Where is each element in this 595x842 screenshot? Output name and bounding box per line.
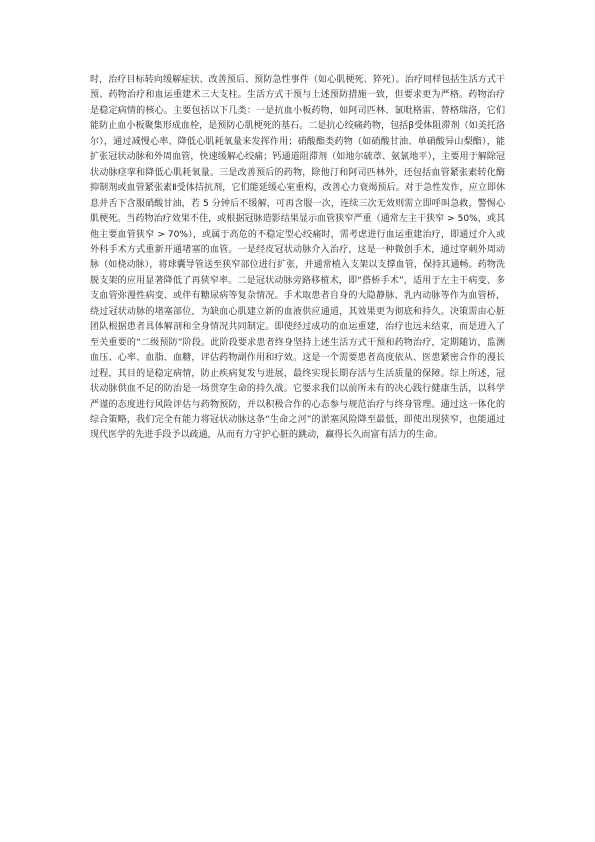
- body-paragraph: 时，治疗目标转向缓解症状、改善预后、预防急性事件（如心肌梗死、猝死）。治疗同样包括生活方式干预、药物治疗和血运重建术三大支柱。生活方式干预与上述预防措施一致，但要求更为严格。药物治疗是稳定病情的核心。主要包括以下几类：一是抗血小板药物，如阿司匹林、氯吡格雷、替格瑞洛，它们能防止血小板聚集形成血栓，是预防心肌梗死的基石。二是抗心绞痛药物，包括β受体阻滞剂（如美托洛尔），通过减慢心率、降低心肌耗氧量来发挥作用；硝酸酯类药物（如硝酸甘油、单硝酸异山梨酯），能扩张冠状动脉和外周血管，快速缓解心绞痛；钙通道阻滞剂（如地尔硫䓬、氨氯地平），主要用于解除冠状动脉痉挛和降低心肌耗氧量。三是改善预后的药物，除他汀和阿司匹林外，还包括血管紧张素转化酶抑制剂或血管紧张素Ⅱ受体拮抗剂，它们能延缓心室重构，改善心力衰竭预后。对于急性发作，应立即休息并舌下含服硝酸甘油，若 5 分钟后不缓解，可再含服一次，连续三次无效则需立即呼叫急救，警惕心肌梗死。当药物治疗效果不佳，或根据冠脉造影结果显示血管狭窄严重（通常左主干狭窄 > 50%，或其他主要血管狭窄 > 70%），或属于高危的不稳定型心绞痛时，需考虑进行血运重建治疗，即通过介入或外科手术方式重新开通堵塞的血管。一是经皮冠状动脉介入治疗，这是一种微创手术，通过穿刺外周动脉（如桡动脉），将球囊导管送至狭窄部位进行扩张，并通常植入支架以支撑血管，保持其通畅。药物洗脱支架的应用显著降低了再狭窄率。二是冠状动脉旁路移植术，即“搭桥手术”，适用于左主干病变、多支血管弥漫性病变、或伴有糖尿病等复杂情况。手术取患者自身的大隐静脉、乳内动脉等作为血管桥，绕过冠状动脉的堵塞部位，为缺血心肌建立新的血液供应通道，其效果更为彻底和持久。决策需由心脏团队根据患者具体解剖和全身情况共同制定。即使经过成功的血运重建，治疗也远未结束，而是进入了至关重要的“二级预防”阶段。此阶段要求患者终身坚持上述生活方式干预和药物治疗，定期随访，监测血压、心率、血脂、血糖，评估药物副作用和疗效。这是一个需要患者高度依从、医患紧密合作的漫长过程，其目的是稳定病情，防止疾病复发与进展，最终实现长期存活与生活质量的保障。综上所述，冠状动脉供血不足的防治是一场贯穿生命的持久战。它要求我们以前所未有的决心践行健康生活，以科学严谨的态度进行风险评估与药物预防，并以积极合作的心态参与规范治疗与终身管理。通过这一体化的综合策略，我们完全有能力将冠状动脉这条“生命之河”的淤塞风险降至最低，即使出现狭窄，也能通过现代医学的先进手段予以疏通，从而有力守护心脏的跳动，赢得长久而富有活力的生命。: [90, 75, 505, 441]
